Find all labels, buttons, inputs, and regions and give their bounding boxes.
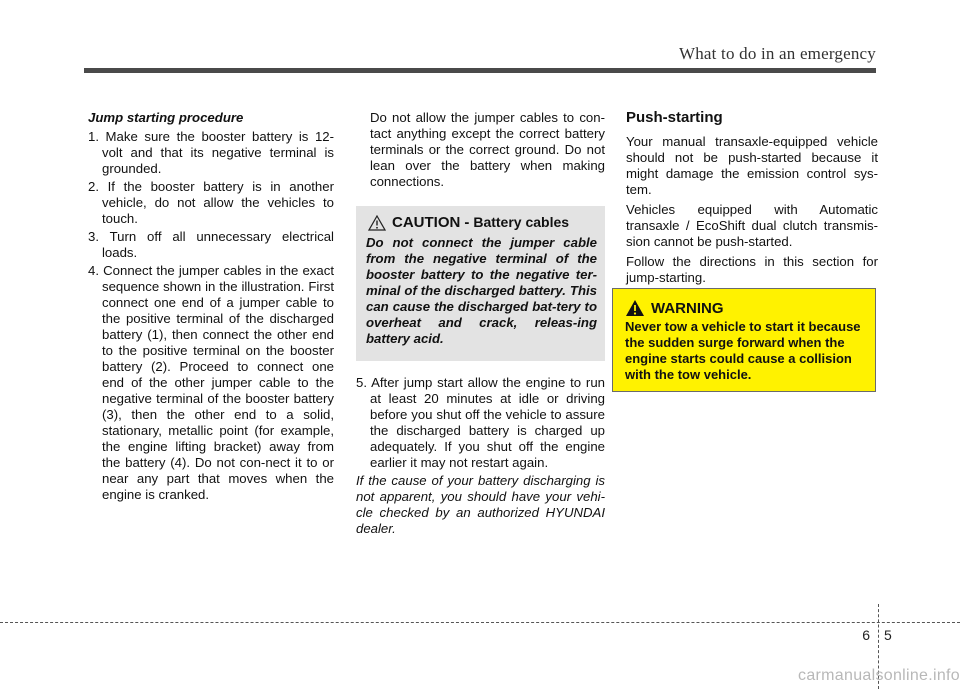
header-rule: [84, 68, 876, 73]
step-2-rest: vehicle, do not allow the vehicles to touch.: [102, 195, 334, 226]
push-starting-paragraph-3: Follow the directions in this section for jump-starting.: [626, 254, 878, 285]
jump-starting-subheading: Jump starting procedure: [88, 110, 244, 125]
column-jump-starting-continued: [356, 110, 605, 537]
step-3-rest: loads.: [102, 245, 138, 260]
step-1: [88, 129, 334, 177]
warning-body: Never tow a vehicle to start it because the sudden surge forward when the engine starts could cause a collision with the tow vehicle.: [625, 319, 861, 382]
caution-topic: Battery cables: [473, 214, 570, 230]
step-5: [356, 375, 605, 471]
jump-starting-steps: [88, 129, 334, 503]
page-number: 5: [884, 627, 892, 643]
footer-rule: [0, 622, 960, 623]
caution-dash: -: [464, 214, 470, 231]
step-3: [88, 229, 334, 261]
warning-label: WARNING: [651, 299, 724, 317]
caution-title: [366, 214, 597, 231]
step-2: [88, 179, 334, 227]
step-5-rest: at least 20 minutes at idle or driving before you shut off the vehicle to assure the discharged battery is charged up adequately. If you shut off the engine earlier it may not restart again.: [370, 391, 605, 470]
caution-body: Do not connect the jumper cable from the negative terminal of the booster battery to the negative ter-minal of the discharged battery. This can cause the discharged bat-tery to overheat and crack, releas-ing battery acid.: [366, 235, 597, 346]
caution-label: CAUTION: [392, 214, 461, 231]
chapter-number: 6: [862, 627, 870, 643]
push-starting-heading: Push-starting: [626, 109, 723, 126]
step-3-first: 3. Turn off all unnecessary electrical: [88, 229, 334, 244]
dealer-note: If the cause of your battery discharging is not apparent, you should have your vehi-cle checked by an authorized HYUNDAI dealer.: [356, 473, 605, 536]
step-4-rest: sequence shown in the illustration. First connect one end of a jumper cable to the positive terminal of the discharged battery (1), then connect the other end to the positive terminal on the booster battery (2). Proceed to connect one end of the other jumper cable to the negative terminal of the booster battery (3), then the other end to a solid, stationary, metallic point (for example, the engine lifting bracket) away from the battery (4). Do not con-nect it to or near any part that moves when the engine is cranked.: [102, 279, 334, 502]
step-1-rest: volt and that its negative terminal is grounded.: [102, 145, 334, 176]
warning-triangle-outline-icon: [368, 215, 386, 231]
step-4-first: 4. Connect the jumper cables in the exact: [88, 263, 334, 278]
column-jump-starting: [88, 110, 334, 505]
push-starting-paragraph-1: Your manual transaxle-equipped vehicle should not be push-started because it might damage the emission control sys-tem.: [626, 134, 878, 197]
step-2-first: 2. If the booster battery is in another: [88, 179, 334, 194]
jump-starting-step-5: [356, 375, 605, 471]
column-push-starting: [626, 110, 878, 290]
step-5-first: 5. After jump start allow the engine to run: [356, 375, 605, 390]
header-title: What to do in an emergency: [678, 44, 876, 63]
jumper-cable-intro: Do not allow the jumper cables to con-tact anything except the correct battery terminals or the correct ground. Do not lean over the battery when making connections.: [370, 110, 605, 189]
warning-triangle-solid-icon: [625, 299, 645, 317]
watermark: carmanualsonline.info: [798, 667, 960, 684]
step-4: [88, 263, 334, 503]
push-starting-paragraph-2: Vehicles equipped with Automatic transaxle / EcoShift dual clutch transmis-sion cannot be push-started.: [626, 202, 878, 249]
caution-box: [356, 206, 605, 361]
warning-box: [612, 288, 876, 392]
step-1-first: 1. Make sure the booster battery is 12-: [88, 129, 334, 144]
warning-title: [625, 299, 865, 317]
